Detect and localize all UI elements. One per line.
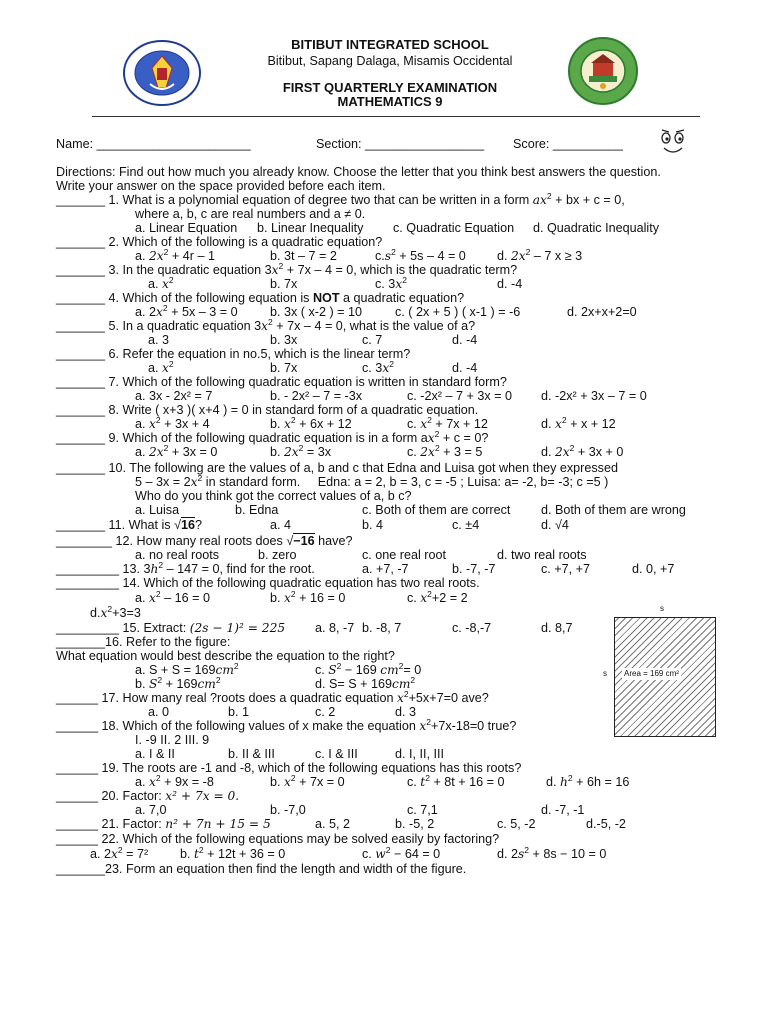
q3-option-a[interactable]: a. $x^2$ (148, 275, 174, 291)
q22-option-d-text: + 8s − 10 = 0 (532, 847, 607, 861)
school-address: Bitibut, Sapang Dalaga, Misamis Occidental (267, 54, 513, 68)
q1-stem2: where a, b, c are real numbers and a ≠ 0. (135, 207, 366, 221)
question-5: _______ 5. In a quadratic equation $3x^2 + 7x - 4 = 0$, what is the value of a? (56, 317, 476, 333)
q13-option-c[interactable]: c. +7, +7 (541, 562, 591, 576)
q3-option-c[interactable]: c. $3x^2$ (375, 275, 407, 291)
question-13: _________ 13. $3h^2 - 147 = 0$, find for the root. (56, 560, 315, 576)
q5-option-d[interactable]: d. -4 (452, 333, 478, 347)
q10-line3: Who do you think got the correct values of a, b c? (135, 489, 412, 503)
q18-option-a[interactable]: a. I & II (135, 747, 175, 761)
q22-option-c[interactable]: c. $w^2 - 64 = 0$ (362, 845, 441, 861)
q22-option-a[interactable]: a. $2x^2 = 7^2$ (90, 845, 149, 861)
q2-option-c[interactable]: $c.s^2 + 5s - 4 = 0$ (375, 247, 466, 263)
question-6: _______ 6. Refer the equation in no.5, which is the linear term? (56, 347, 411, 361)
exam-title: FIRST QUARTERLY EXAMINATION (282, 80, 498, 95)
directions-line2: Write your answer on the space provided before each item. (56, 179, 386, 193)
q18-roman: I. -9 II. 2 III. 9 (135, 733, 210, 747)
q14-option-b-text: + 16 = 0 (299, 591, 346, 605)
q10-line2-eq: 5 – 3x = 2 (135, 475, 191, 489)
q11-radicand: 16 (181, 518, 196, 532)
q2-option-d-text: – 7 x ≥ 3 (533, 249, 583, 263)
q13-option-b[interactable]: b. -7, -7 (452, 562, 496, 576)
question-10: _______ 10. The following are the values of a, b and c that Edna and Luisa got when they expressed (56, 461, 618, 475)
q15-option-b[interactable]: b. -8, 7 (362, 621, 402, 635)
q11-option-a[interactable]: a. 4 (270, 518, 292, 532)
q10-option-b[interactable]: b. Edna (235, 503, 279, 517)
q10-line2-mid: in standard form. (205, 475, 301, 489)
q17-stem-end: +5x+7=0 ave? (408, 691, 489, 705)
exam-subject: MATHEMATICS 9 (337, 94, 443, 109)
q8-option-d-text: + x + 12 (570, 417, 616, 431)
q9-stem: _______ 9. Which of the following quadratic equation is in a form a (56, 431, 428, 445)
q19-option-c[interactable]: c. $t^2 + 8t + 16 = 0$ (407, 773, 505, 789)
q11-option-d[interactable]: d. √4 (541, 518, 569, 532)
q5-stem: _______ 5. In a quadratic equation 3 (56, 319, 262, 333)
q8-option-d[interactable]: d. $x^2 + x + 12$ (541, 415, 616, 431)
q4-option-d[interactable]: d. 2x+x+2=0 (567, 305, 637, 319)
q16-stem2: What equation would best describe the equation to the right? (56, 649, 395, 663)
q19-option-d-text: + 6h = 16 (576, 775, 630, 789)
q4-stem: _______ 4. Which of the following equation is (56, 291, 310, 305)
q21-stem: ______ 21. Factor: (56, 817, 162, 831)
q15-option-a[interactable]: a. 8, -7 (315, 621, 355, 635)
q17-stem: ______ 17. How many real ?roots does a quadratic equation (56, 691, 394, 705)
q4-option-a-text: + 5x – 3 = 0 (171, 305, 238, 319)
q13-stem: _________ 13. 3 (56, 562, 151, 576)
q4-option-a[interactable]: a. $2x^2 + 5x - 3 = 0$ (135, 303, 238, 319)
q3-option-d[interactable]: d. -4 (497, 277, 523, 291)
q21-option-d[interactable]: d.-5, -2 (586, 817, 626, 831)
q6-option-a[interactable]: a. $x^2$ (148, 359, 174, 375)
q19-option-b[interactable]: b. $x^2 + 7x = 0$ (270, 773, 345, 789)
q21-option-a[interactable]: a. 5, 2 (315, 817, 351, 831)
q21-option-b[interactable]: b. -5, 2 (395, 817, 435, 831)
question-19: ______ 19. The roots are -1 and -8, which of the following equations has this roots? (56, 761, 522, 775)
q17-option-d[interactable]: d. 3 (395, 705, 417, 719)
q16-option-b[interactable]: b. $S^2 + 169cm^2$ (135, 675, 221, 691)
q9-stem-end: + c = 0? (442, 431, 489, 445)
q5-option-c[interactable]: c. 7 (362, 333, 383, 347)
q17-option-b[interactable]: b. 1 (228, 705, 250, 719)
q18-option-b[interactable]: b. II & III (228, 747, 275, 761)
q11-stem-end: ? (195, 518, 203, 532)
q2-option-a[interactable]: a. $2x^2 + 4r - 1$ (135, 247, 215, 263)
q9-option-a-text: + 3x = 0 (171, 445, 218, 459)
q6-option-d[interactable]: d. -4 (452, 361, 478, 375)
directions-line1: Directions: Find out how much you already know. Choose the letter that you think best answers the question. (56, 165, 661, 179)
header-divider (92, 116, 700, 117)
q16-option-c-text: = 0 (403, 663, 422, 677)
q19-option-d[interactable]: d. $h^2 + 6h = 16$ (546, 773, 630, 789)
question-14: _________ 14. Which of the following quadratic equation has two real roots. (56, 576, 480, 590)
question-1: _______ 1. What is a polynomial equation of degree two that can be written in a form $ax^2$ + bx + c = 0, (56, 191, 625, 207)
question-23: _______23. Form an equation then find the length and width of the figure. (56, 862, 467, 876)
question-3: _______ 3. In the quadratic equation $3x^2 + 7x - 4 = 0$, which is the quadratic term? (56, 261, 518, 277)
q15-option-d[interactable]: d. 8,7 (541, 621, 573, 635)
q19-option-a-text: + 9x = -8 (164, 775, 214, 789)
q19-option-c-text: + 8t + 16 = 0 (433, 775, 505, 789)
q2-option-a-text: + 4r – 1 (171, 249, 215, 263)
q9-option-d[interactable]: d. $2x^2 + 3x + 0$ (541, 443, 624, 459)
q4-option-b[interactable]: b. 3x ( x-2 ) = 10 (270, 305, 363, 319)
figure-area-label: Area = 169 cm² (624, 669, 679, 678)
question-22: ______ 22. Which of the following equations may be solved easily by factoring? (56, 832, 500, 846)
q12-stem: ________ 12. How many real roots does (56, 534, 283, 548)
smiley-icon (658, 126, 688, 156)
q20-option-b[interactable]: b. -7,0 (270, 803, 306, 817)
q11-option-c[interactable]: c. ±4 (452, 518, 480, 532)
q14-option-c[interactable]: c. $x^2+2 = 2$ (407, 589, 468, 605)
question-18: ______ 18. Which of the following values of x make the equation $x^2+7x-18=0$ true? (56, 717, 517, 733)
q14-option-a-text: – 16 = 0 (164, 591, 210, 605)
q22-option-b[interactable]: b. $t^2 + 12t + 36 = 0$ (180, 845, 286, 861)
q14-option-d[interactable]: $d.x^2+3=3$ (90, 604, 141, 620)
q16-option-d[interactable]: d. $S= S + 169cm^2$ (315, 675, 416, 691)
question-16: _______16. Refer to the figure: (56, 635, 231, 649)
q22-option-b-text: + 12t + 36 = 0 (207, 847, 286, 861)
school-name: BITIBUT INTEGRATED SCHOOL (291, 37, 489, 52)
question-9: _______ 9. Which of the following quadratic equation is in a form $ax^2 + c = 0$? (56, 429, 489, 445)
q9-option-d-text: + 3x + 0 (577, 445, 624, 459)
q8-option-c-text: + 7x + 12 (435, 417, 488, 431)
q7-option-a[interactable]: a. 3x - 2x² = 7 (135, 389, 213, 403)
q13-option-d[interactable]: d. 0, +7 (632, 562, 675, 576)
q17-option-a[interactable]: a. 0 (148, 705, 170, 719)
school-seal (567, 36, 639, 106)
q15-expression: (2s − 1)² = 225 (189, 621, 286, 635)
q13-stem-end: – 147 = 0, find for the root. (166, 562, 315, 576)
q8-option-a[interactable]: a. $x^2 + 3x + 4$ (135, 415, 210, 431)
q10-option-d[interactable]: d. Both of them are wrong (541, 503, 686, 517)
q12-option-c[interactable]: c. one real root (362, 548, 447, 562)
q12-option-d[interactable]: d. two real roots (497, 548, 587, 562)
q2-option-b[interactable]: b. 3t – 7 = 2 (270, 249, 337, 263)
q8-option-c[interactable]: c. $x^2 + 7x + 12$ (407, 415, 488, 431)
q7-option-b[interactable]: b. - 2x² – 7 = -3x (270, 389, 363, 403)
q10-option-a[interactable]: a. Luisa (135, 503, 180, 517)
figure-top-label: s (660, 604, 664, 613)
q1-option-c[interactable]: c. Quadratic Equation (393, 221, 515, 235)
q9-option-c-text: + 3 = 5 (443, 445, 483, 459)
q12-radicand: −16 (293, 534, 315, 548)
q3-stem: _______ 3. In the quadratic equation 3 (56, 263, 272, 277)
q14-option-c-text: +2 = 2 (431, 591, 468, 605)
q20-stem: ______ 20. Factor: (56, 789, 162, 803)
question-11: _______ 11. What is √16? (56, 518, 203, 532)
section-field[interactable]: Section: _________________ (316, 137, 485, 151)
q8-option-b-text: + 6x + 12 (299, 417, 352, 431)
q16-option-a[interactable]: a. $S + S = 169cm^2$ (135, 661, 239, 677)
question-12: ________ 12. How many real roots does √−16 have? (56, 534, 353, 548)
q17-option-c[interactable]: c. 2 (315, 705, 336, 719)
q2-option-c-text: + 5s – 4 = 0 (399, 249, 466, 263)
q1-stem-end: + bx + c = 0, (555, 193, 625, 207)
q19-option-a[interactable]: a. $x^2 + 9x = -8$ (135, 773, 214, 789)
q20-option-d[interactable]: d. -7, -1 (541, 803, 585, 817)
q4-not: NOT (312, 291, 340, 305)
question-8: _______ 8. Write ( x+3 )( x+4 ) = 0 in standard form of a quadratic equation. (56, 403, 479, 417)
question-17: ______ 17. How many real ?roots does a quadratic equation $x^2+5x+7=0$ ave? (56, 689, 489, 705)
q16-option-c[interactable]: c. $S^2 - 169$ $cm^2= 0$ (315, 661, 422, 677)
q5-option-a[interactable]: a. 3 (148, 333, 170, 347)
q16-option-a-text: a. S + S = 169 (135, 663, 216, 677)
q11-stem: _______ 11. What is (56, 518, 171, 532)
q22-option-c-text: − 64 = 0 (393, 847, 441, 861)
q18-stem-end: +7x-18=0 true? (430, 719, 517, 733)
q5-stem-end: + 7x – 4 = 0, what is the value of a? (276, 319, 476, 333)
q7-option-c[interactable]: c. -2x² – 7 + 3x = 0 (407, 389, 512, 403)
q1-option-b[interactable]: b. Linear Inequality (257, 221, 364, 235)
q13-option-a[interactable]: a. +7, -7 (362, 562, 409, 576)
q1-option-d[interactable]: d. Quadratic Inequality (533, 221, 660, 235)
question-2: _______ 2. Which of the following is a quadratic equation? (56, 235, 383, 249)
q9-option-a[interactable]: a. $2x^2 + 3x = 0$ (135, 443, 218, 459)
figure-side-label: s (603, 669, 607, 678)
q2-option-d[interactable]: d. $2x^2 - 7$ x ≥ 3 (497, 247, 583, 263)
name-field[interactable]: Name: ______________________ (56, 137, 251, 151)
q1-stem: _______ 1. What is a polynomial equation of degree two that can be written in a form (56, 193, 530, 207)
q20-expression: x² + 7x = 0. (165, 789, 240, 803)
q9-option-b[interactable]: b. $2x^2 = 3x$ (270, 443, 332, 459)
question-15 (56, 621, 285, 635)
q8-option-b[interactable]: b. $x^2 + 6x + 12$ (270, 415, 352, 431)
q15-option-c[interactable]: c. -8,-7 (452, 621, 492, 635)
q7-option-d[interactable]: d. -2x² + 3x – 7 = 0 (541, 389, 647, 403)
q18-stem: ______ 18. Which of the following values of x make the equation (56, 719, 416, 733)
question-21 (56, 817, 271, 831)
q5-option-b[interactable]: b. 3x (270, 333, 298, 347)
deped-seal (120, 38, 204, 108)
q20-option-a[interactable]: a. 7,0 (135, 803, 167, 817)
q12-option-b[interactable]: b. zero (258, 548, 297, 562)
q14-option-b[interactable]: b. $x^2 + 16 = 0$ (270, 589, 346, 605)
question-7: _______ 7. Which of the following quadratic equation is written in standard form? (56, 375, 507, 389)
score-field[interactable]: Score: __________ (513, 137, 623, 151)
q1-option-a[interactable]: a. Linear Equation (135, 221, 238, 235)
q9-option-c[interactable]: c. $2x^2 + 3 = 5$ (407, 443, 483, 459)
q12-option-a[interactable]: a. no real roots (135, 548, 220, 562)
q9-option-b-text: = 3x (306, 445, 332, 459)
q4-option-c[interactable]: c. ( 2x + 5 ) ( x-1 ) = -6 (395, 305, 521, 319)
q20-option-c[interactable]: c. 7,1 (407, 803, 438, 817)
question-20 (56, 789, 239, 803)
q16-option-d-text: d. S= S + 169 (315, 677, 393, 691)
q18-option-c[interactable]: c. I & III (315, 747, 358, 761)
q3-stem-end: + 7x – 4 = 0, which is the quadratic term? (286, 263, 518, 277)
q10-line2: $5 - 3x = 2x^2$ in standard form. Edna: a = 2, b = 3, c = -5 ; Luisa: a= -2, b= -3; c =5 ) (135, 473, 609, 489)
q14-option-d-text: +3=3 (112, 606, 141, 620)
q18-option-d[interactable]: d. I, II, III (395, 747, 444, 761)
q14-option-a[interactable]: a. $x^2 - 16 = 0$ (135, 589, 210, 605)
q10-option-c[interactable]: c. Both of them are correct (362, 503, 511, 517)
q3-option-b[interactable]: b. 7x (270, 277, 298, 291)
question-4 (56, 291, 464, 305)
q22-option-d[interactable]: d. $2s^2 + 8s - 10 = 0$ (497, 845, 607, 861)
q6-option-c[interactable]: c. $3x^2$ (362, 359, 394, 375)
q12-stem-end: have? (318, 534, 353, 548)
q4-stem-end: a quadratic equation? (343, 291, 465, 305)
q8-option-a-text: + 3x + 4 (164, 417, 210, 431)
q11-option-b[interactable]: b. 4 (362, 518, 384, 532)
q6-option-b[interactable]: b. 7x (270, 361, 298, 375)
q15-stem: _________ 15. Extract: (56, 621, 187, 635)
q21-expression: n² + 7n + 15 = 5 (165, 817, 271, 831)
q10-line2-values: Edna: a = 2, b = 3, c = -5 ; Luisa: a= -2, b= -3; c =5 ) (317, 475, 609, 489)
q19-option-b-text: + 7x = 0 (299, 775, 345, 789)
q22-option-a-text: = 7² (126, 847, 149, 861)
q21-option-c[interactable]: c. 5, -2 (497, 817, 536, 831)
